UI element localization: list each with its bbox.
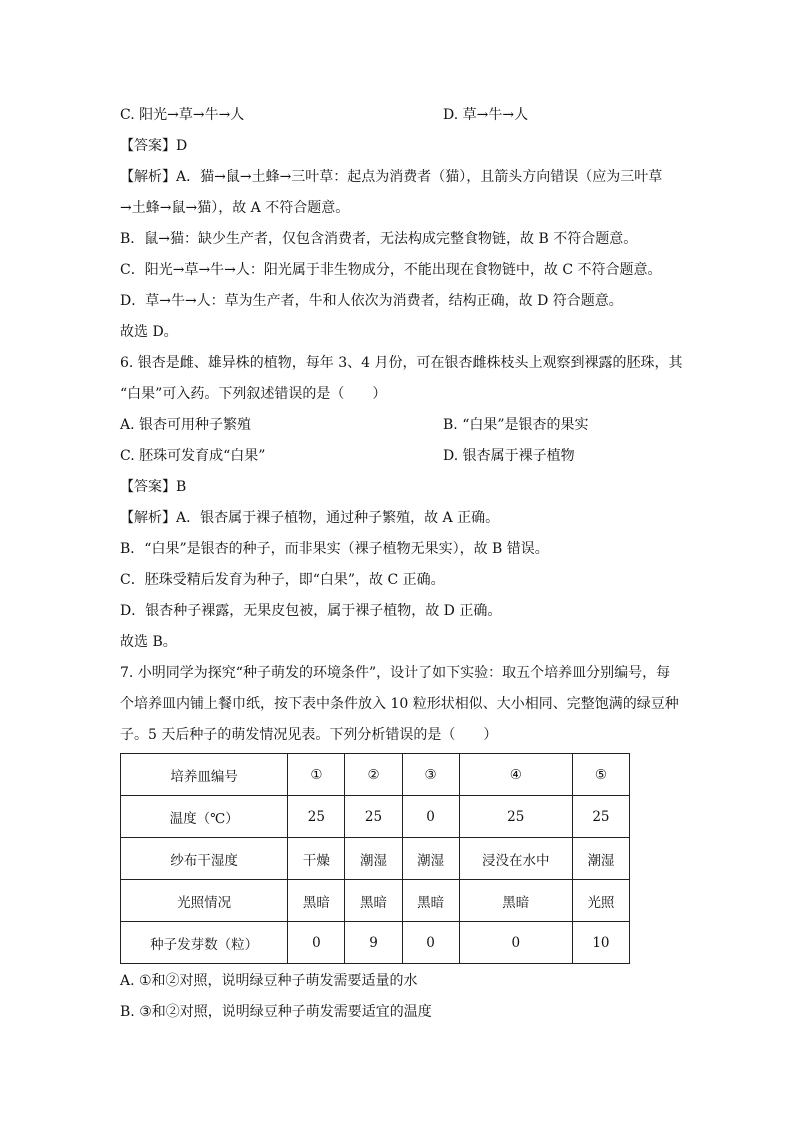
table-cell: ③ (402, 754, 459, 796)
q6-option-a: A. 银杏可用种子繁殖 (120, 417, 252, 433)
q5-options-row (120, 100, 680, 131)
q6-option-c: C. 胚珠可发育成“白果” (120, 448, 266, 464)
q5-analysis-line: B．鼠→猫：缺少生产者，仅包含消费者，无法构成完整食物链，故 B 不符合题意。 (120, 231, 638, 247)
q5-option-d: D. 草→牛→人 (443, 107, 529, 123)
table-cell: ① (288, 754, 345, 796)
q5-answer: 【答案】D (120, 138, 188, 154)
q6-analysis-line: 【解析】A．银杏属于裸子植物，通过种子繁殖，故 A 正确。 (120, 510, 500, 526)
table-cell: ② (345, 754, 402, 796)
q5-conclusion: 故选 D。 (120, 324, 178, 340)
q6-stem-line: 6. 银杏是雌、雄异株的植物，每年 3、4 月份，可在银杏雌株枝头上观察到裸露的胚珠，其 (120, 355, 683, 371)
table-cell: 黑暗 (459, 880, 572, 922)
table-cell: 种子发芽数（粒） (121, 922, 288, 964)
exam-page (120, 100, 683, 1028)
q7-option-b: B. ③和②对照，说明绿豆种子萌发需要适宜的温度 (120, 1004, 432, 1020)
q6-option-b: B. “白果”是银杏的果实 (443, 417, 589, 433)
q7-option-a: A. ①和②对照，说明绿豆种子萌发需要适量的水 (120, 973, 418, 989)
table-cell: 0 (288, 922, 345, 964)
table-cell: 潮湿 (572, 838, 629, 880)
table-cell: 温度（℃） (121, 796, 288, 838)
table-cell: 0 (402, 922, 459, 964)
q5-analysis-line: →土蜂→鼠→猫），故 A 不符合题意。 (120, 200, 350, 216)
table-cell: 培养皿编号 (121, 754, 288, 796)
table-cell: ④ (459, 754, 572, 796)
q6-analysis-line: B．“白果”是银杏的种子，而非果实（裸子植物无果实），故 B 错误。 (120, 541, 549, 557)
q6-stem-line: “白果”可入药。下列叙述错误的是（ ） (120, 386, 387, 402)
germination-table (120, 753, 630, 964)
table-row (121, 754, 630, 796)
q5-analysis-line: D．草→牛→人：草为生产者，牛和人依次为消费者，结构正确，故 D 符合题意。 (120, 293, 623, 309)
table-cell: 25 (572, 796, 629, 838)
table-cell: 黑暗 (288, 880, 345, 922)
table-cell: 9 (345, 922, 402, 964)
q6-analysis-line: C．胚珠受精后发育为种子，即“白果”，故 C 正确。 (120, 572, 445, 588)
q5-analysis-line: 【解析】A．猫→鼠→土蜂→三叶草：起点为消费者（猫），且箭头方向错误（应为三叶草 (120, 169, 663, 185)
q5-analysis-line: C．阳光→草→牛→人：阳光属于非生物成分，不能出现在食物链中，故 C 不符合题意。 (120, 262, 662, 278)
table-cell: 潮湿 (402, 838, 459, 880)
table-row (121, 796, 630, 838)
table-cell: 25 (345, 796, 402, 838)
table-row (121, 880, 630, 922)
table-cell: 0 (402, 796, 459, 838)
table-cell: ⑤ (572, 754, 629, 796)
table-cell: 光照情况 (121, 880, 288, 922)
table-row (121, 838, 630, 880)
table-cell: 潮湿 (345, 838, 402, 880)
q6-options-row (120, 410, 680, 441)
table-cell: 浸没在水中 (459, 838, 572, 880)
table-cell: 纱布干湿度 (121, 838, 288, 880)
q5-option-c: C. 阳光→草→牛→人 (120, 107, 245, 123)
q7-stem-line: 子。5 天后种子的萌发情况见表。下列分析错误的是（ ） (120, 727, 498, 743)
q6-options-row (120, 441, 680, 472)
q6-analysis-line: D．银杏种子裸露，无果皮包被，属于裸子植物，故 D 正确。 (120, 603, 502, 619)
table-cell: 10 (572, 922, 629, 964)
q7-stem-line: 7. 小明同学为探究“种子萌发的环境条件”，设计了如下实验：取五个培养皿分别编号，每 (120, 665, 671, 681)
table-cell: 25 (459, 796, 572, 838)
q6-conclusion: 故选 B。 (120, 634, 177, 650)
table-cell: 0 (459, 922, 572, 964)
q6-answer: 【答案】B (120, 479, 187, 495)
table-row (121, 922, 630, 964)
table-cell: 黑暗 (402, 880, 459, 922)
table-cell: 干燥 (288, 838, 345, 880)
q7-stem-line: 个培养皿内铺上餐巾纸，按下表中条件放入 10 粒形状相似、大小相同、完整饱满的绿豆种 (120, 696, 679, 712)
table-cell: 25 (288, 796, 345, 838)
table-cell: 光照 (572, 880, 629, 922)
table-cell: 黑暗 (345, 880, 402, 922)
q6-option-d: D. 银杏属于裸子植物 (443, 448, 575, 464)
